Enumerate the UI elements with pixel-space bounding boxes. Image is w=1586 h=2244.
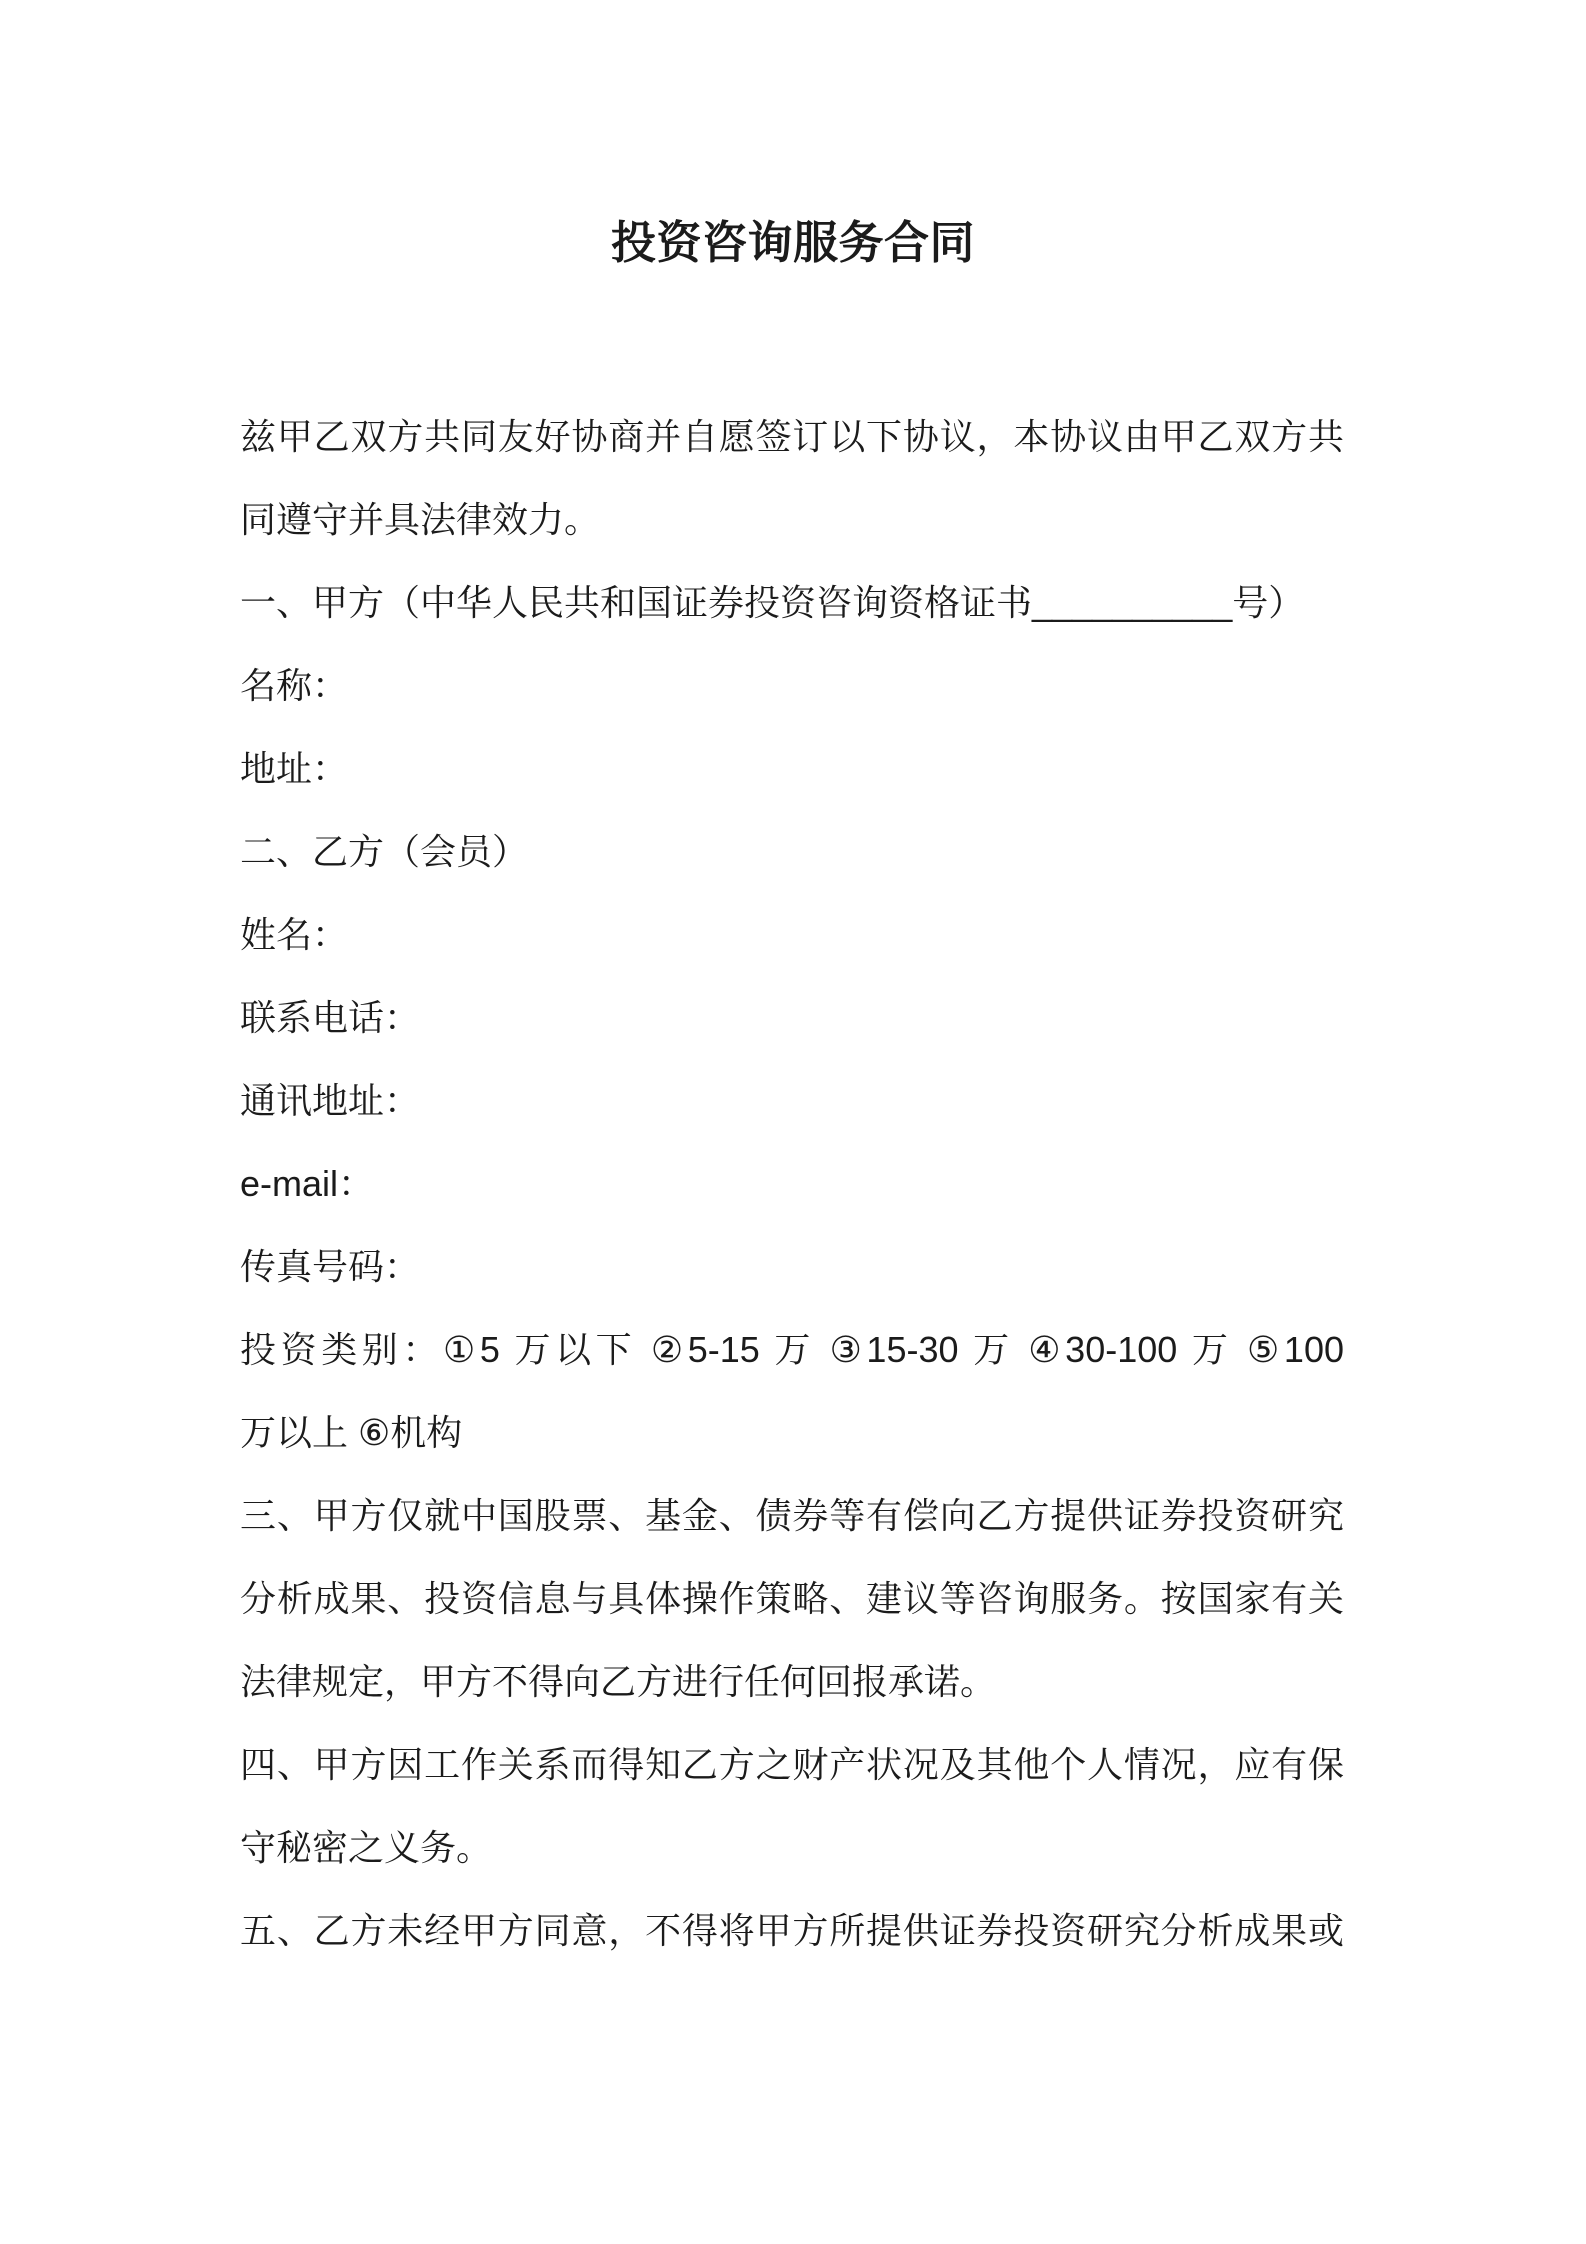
investment-category-line: 万以上 ⑥机构 — [240, 1412, 463, 1453]
clause-4-paragraph — [240, 1723, 1344, 1889]
party-b-fax-label: 传真号码： — [240, 1246, 421, 1287]
party-b-heading: 二、乙方（会员） — [240, 831, 529, 872]
party-b-section — [240, 810, 1344, 1308]
party-a-name-label: 名称： — [240, 665, 349, 706]
party-a-heading: 一、甲方（中华人民共和国证券投资咨询资格证书__________号） — [240, 582, 1305, 623]
clause-4-line: 四、甲方因工作关系而得知乙方之财产状况及其他个人情况，应有保 — [240, 1744, 1344, 1785]
clause-5-line: 五、乙方未经甲方同意，不得将甲方所提供证券投资研究分析成果或 — [240, 1910, 1344, 1951]
investment-category-line: 投资类别：①5 万以下 ②5-15 万 ③15-30 万 ④30-100 万 ⑤100 — [240, 1329, 1344, 1370]
document-title: 投资咨询服务合同 — [610, 217, 975, 268]
clause-3-paragraph — [240, 1474, 1344, 1723]
preamble-paragraph — [240, 395, 1344, 561]
party-b-name-label: 姓名： — [240, 914, 349, 955]
party-a-address-label: 地址： — [240, 748, 349, 789]
party-b-phone-label: 联系电话： — [240, 997, 421, 1038]
clause-3-line: 三、甲方仅就中国股票、基金、债券等有偿向乙方提供证券投资研究 — [240, 1495, 1344, 1536]
preamble-line: 同遵守并具法律效力。 — [240, 499, 601, 540]
clause-4-line: 守秘密之义务。 — [240, 1827, 493, 1868]
document-body — [240, 395, 1344, 1972]
preamble-line: 兹甲乙双方共同友好协商并自愿签订以下协议，本协议由甲乙双方共 — [240, 416, 1344, 457]
clause-3-line: 分析成果、投资信息与具体操作策略、建议等咨询服务。按国家有关 — [240, 1578, 1344, 1619]
clause-5-paragraph — [240, 1889, 1344, 1972]
investment-category-paragraph — [240, 1308, 1344, 1474]
party-b-email-label: e-mail： — [240, 1163, 375, 1204]
party-b-mail-address-label: 通讯地址： — [240, 1080, 421, 1121]
clause-3-line: 法律规定，甲方不得向乙方进行任何回报承诺。 — [240, 1661, 997, 1702]
party-a-section — [240, 561, 1344, 810]
